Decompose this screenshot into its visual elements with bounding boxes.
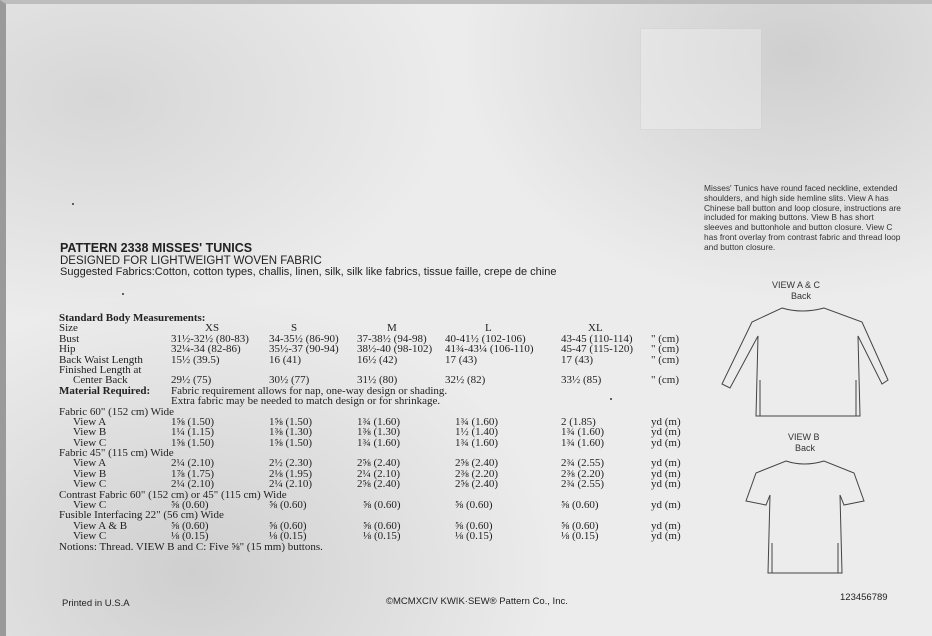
unit-label: yd (m) <box>651 519 681 532</box>
row-label: View A <box>73 415 107 428</box>
table-cell: 2⅝ (2.40) <box>357 457 401 470</box>
table-cell: 1½ (1.40) <box>455 426 499 439</box>
view-b-sub: Back <box>795 443 816 453</box>
row-label: View C <box>73 478 107 491</box>
material-note: Extra fabric may be needed to match design or for shrinkage. <box>171 395 441 408</box>
table-cell: 1⅜ (1.30) <box>357 426 401 439</box>
table-cell: ⅝ (0.60) <box>455 499 493 512</box>
suggested-fabrics: Suggested Fabrics:Cotton, cotton types, challis, linen, silk, silk like fabrics, tissue faille, crepe de chine <box>60 266 557 278</box>
unit-label: " (cm) <box>651 353 680 366</box>
table-cell: 45-47 (115-120) <box>561 343 633 356</box>
table-cell: 2⅝ (2.40) <box>357 478 401 491</box>
size-header: L <box>485 322 492 335</box>
size-header: XS <box>205 322 220 335</box>
table-cell: 1⅝ (1.50) <box>171 436 215 449</box>
table-cell: 32½ (82) <box>445 374 486 387</box>
material-note: Fabric requirement allows for nap, one-way design or shading. <box>171 384 448 397</box>
unit-label: yd (m) <box>651 436 681 449</box>
view-ac-tunic-illustration <box>712 300 896 430</box>
row-label: Finished Length at <box>59 363 142 376</box>
table-cell: 41¾-43¼ (106-110) <box>445 343 534 356</box>
table-cell: 2¼ (2.10) <box>357 467 401 480</box>
table-cell: 17 (43) <box>445 353 478 366</box>
table-cell: 1⅞ (1.75) <box>171 467 215 480</box>
table-cell: ⅛ (0.15) <box>269 530 307 543</box>
table-cell: 2⅛ (1.95) <box>269 467 313 480</box>
section-heading: Fabric 60" (152 cm) Wide <box>59 405 175 418</box>
table-cell: 16 (41) <box>269 353 302 366</box>
unit-label: " (cm) <box>651 332 680 345</box>
row-label: View C <box>73 499 107 512</box>
material-label: Material Required: <box>59 384 151 397</box>
table-cell: 31½-32½ (80-83) <box>171 332 249 345</box>
table-cell: 1¾ (1.60) <box>561 426 605 439</box>
table-cell: 33½ (85) <box>561 374 602 387</box>
table-cell: ⅝ (0.60) <box>363 499 401 512</box>
table-cell: ⅝ (0.60) <box>171 519 209 532</box>
pattern-title: PATTERN 2338 MISSES' TUNICS <box>60 241 253 255</box>
unit-label: yd (m) <box>651 530 681 543</box>
size-header: XL <box>588 322 603 335</box>
row-label: Back Waist Length <box>59 353 143 366</box>
table-cell: ⅝ (0.60) <box>455 519 493 532</box>
table-cell: 1⅝ (1.50) <box>269 415 313 428</box>
unit-label: yd (m) <box>651 415 681 428</box>
row-label: View C <box>73 436 107 449</box>
row-label: View A & B <box>73 519 128 532</box>
unit-label: yd (m) <box>651 478 681 491</box>
table-cell: ⅛ (0.15) <box>363 530 401 543</box>
table-cell: 30½ (77) <box>269 374 310 387</box>
table-cell: 1¾ (1.60) <box>357 436 401 449</box>
section-heading: Contrast Fabric 60" (152 cm) or 45" (115 cm) Wide <box>59 488 287 501</box>
unit-label: " (cm) <box>651 374 680 387</box>
size-label: Size <box>59 322 78 335</box>
table-cell: 1⅝ (1.50) <box>171 415 215 428</box>
paper-fold-mark <box>640 28 762 130</box>
table-cell: 1¼ (1.15) <box>171 426 215 439</box>
table-cell: 40-41½ (102-106) <box>445 332 526 345</box>
table-cell: ⅝ (0.60) <box>269 519 307 532</box>
row-label: Bust <box>59 332 80 345</box>
table-cell: 1¾ (1.60) <box>455 436 499 449</box>
table-cell: 2⅜ (2.20) <box>561 467 605 480</box>
table-cell: 38½-40 (98-102) <box>357 343 433 356</box>
table-cell: ⅛ (0.15) <box>455 530 493 543</box>
unit-label: yd (m) <box>651 467 681 480</box>
table-cell: 2¼ (2.10) <box>171 457 215 470</box>
row-label: Hip <box>59 343 76 356</box>
table-cell: ⅝ (0.60) <box>363 519 401 532</box>
section-heading: Fusible Interfacing 22" (56 cm) Wide <box>59 509 224 522</box>
table-cell: 16½ (42) <box>357 353 398 366</box>
table-cell: 15½ (39.5) <box>171 353 220 366</box>
size-header: S <box>291 322 298 335</box>
row-label: Center Back <box>73 374 128 387</box>
table-cell: 32¼-34 (82-86) <box>171 343 241 356</box>
table-cell: 1⅜ (1.30) <box>269 426 313 439</box>
table-cell: 2½ (2.30) <box>269 457 313 470</box>
table-cell: ⅝ (0.60) <box>561 519 599 532</box>
table-cell: 43-45 (110-114) <box>561 332 633 345</box>
row-label: View B <box>73 467 107 480</box>
view-ac-sub: Back <box>791 291 812 301</box>
table-cell: 2⅝ (2.40) <box>455 478 499 491</box>
unit-label: " (cm) <box>651 343 680 356</box>
pattern-subtitle: DESIGNED FOR LIGHTWEIGHT WOVEN FABRIC <box>60 255 322 267</box>
unit-label: yd (m) <box>651 426 681 439</box>
table-cell: ⅝ (0.60) <box>171 499 209 512</box>
size-header: M <box>387 322 397 335</box>
table-cell: 1¾ (1.60) <box>455 415 499 428</box>
table-cell: ⅝ (0.60) <box>269 499 307 512</box>
printed-in-label: Printed in U.S.A <box>62 598 130 609</box>
table-cell: 35½-37 (90-94) <box>269 343 339 356</box>
table-cell: 34-35½ (86-90) <box>269 332 339 345</box>
row-label: View A <box>73 457 107 470</box>
table-cell: ⅛ (0.15) <box>171 530 209 543</box>
unit-label: yd (m) <box>651 457 681 470</box>
unit-label: yd (m) <box>651 499 681 512</box>
pattern-code: 123456789 <box>840 592 888 603</box>
copyright-label: ©MCMXCIV KWIK·SEW® Pattern Co., Inc. <box>386 596 568 607</box>
speck-mark <box>610 398 612 400</box>
table-cell: 2 (1.85) <box>561 415 596 428</box>
table-cell: 2¾ (2.55) <box>561 457 605 470</box>
table-cell: 2¾ (2.55) <box>561 478 605 491</box>
table-cell: 2¼ (2.10) <box>171 478 215 491</box>
notions-text: Notions: Thread. VIEW B and C: Five ⅝" (15 mm) buttons. <box>59 540 323 553</box>
view-b-tunic-illustration <box>740 455 870 585</box>
table-cell: 2¼ (2.10) <box>269 478 313 491</box>
table-cell: 2⅜ (2.20) <box>455 467 499 480</box>
view-b-label: VIEW B <box>788 432 820 442</box>
table-cell: 1⅝ (1.50) <box>269 436 313 449</box>
table-cell: ⅝ (0.60) <box>561 499 599 512</box>
table-cell: 1¾ (1.60) <box>357 415 401 428</box>
table-cell: 31½ (80) <box>357 374 398 387</box>
table-cell: 37-38½ (94-98) <box>357 332 427 345</box>
table-cell: 1¾ (1.60) <box>561 436 605 449</box>
measurements-heading: Standard Body Measurements: <box>59 312 206 324</box>
table-cell: ⅛ (0.15) <box>561 530 599 543</box>
speck-mark <box>122 293 124 295</box>
view-ac-label: VIEW A & C <box>772 280 821 290</box>
pattern-description: Misses' Tunics have round faced neckline, extended shoulders, and high side hemline slits. View A has Chinese ball button and loop closure, instructions are included for making buttons. View B has short sleeves and buttonhole and button closure. View C has front overlay from contrast fabric and thread loop and button closure. <box>704 183 901 252</box>
row-label: View B <box>73 426 107 439</box>
table-cell: 29½ (75) <box>171 374 212 387</box>
table-cell: 17 (43) <box>561 353 594 366</box>
table-cell: 2⅝ (2.40) <box>455 457 499 470</box>
speck-mark <box>72 203 74 205</box>
section-heading: Fabric 45" (115 cm) Wide <box>59 447 174 460</box>
row-label: View C <box>73 530 107 543</box>
